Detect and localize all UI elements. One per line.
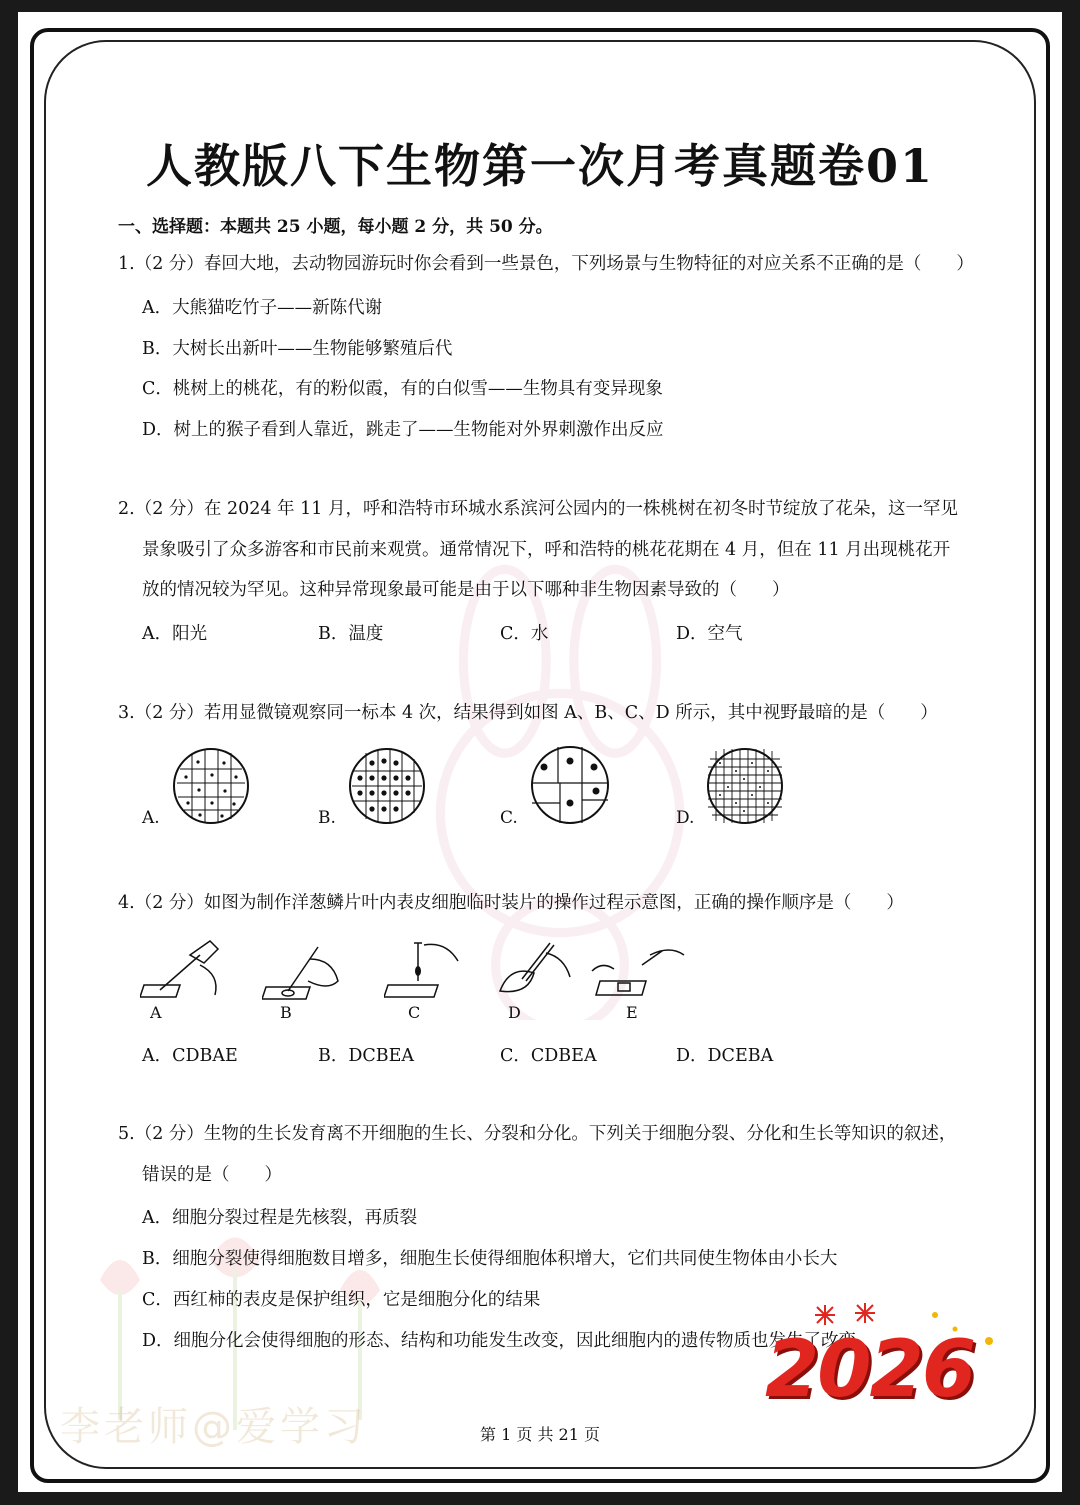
q4-option-d: D．DCEBA [676,1046,774,1066]
question-4-stem: 4.（2 分）如图为制作洋葱鳞片叶内表皮细胞临时装片的操作过程示意图，正确的操作顺序是（ ） [118,893,904,913]
microscope-view-b-icon [348,747,426,825]
q1-option-b: B．大树长出新叶——生物能够繁殖后代 [142,339,453,359]
q3-option-d-label: D. [676,808,695,828]
q1-option-d: D．树上的猴子看到人靠近，跳走了——生物能对外界刺激作出反应 [142,420,664,440]
question-2-line-3: 放的情况较为罕见。这种异常现象最可能是由于以下哪种非生物因素导致的（ ） [142,580,790,600]
q2-option-c: C．水 [500,624,549,644]
q4-option-a: A．CDBAE [142,1046,238,1066]
question-3-stem: 3.（2 分）若用显微镜观察同一标本 4 次，结果得到如图 A、B、C、D 所示，其中视野最暗的是（ ） [118,703,938,723]
q5-option-a: A．细胞分裂过程是先核裂，再质裂 [142,1208,418,1228]
q1-option-c: C．桃树上的桃花，有的粉似霞，有的白似雪——生物具有变异现象 [142,379,663,399]
microscope-view-c-icon [530,745,610,825]
q1-option-a: A．大熊猫吃竹子——新陈代谢 [142,298,383,318]
q2-option-d: D．空气 [676,624,743,644]
question-5-line-2: 错误的是（ ） [142,1165,282,1185]
q5-option-b: B．细胞分裂使得细胞数目增多，细胞生长使得细胞体积增大，它们共同使生物体由小长大 [142,1249,838,1269]
year-2026-text: 2026 [765,1325,975,1415]
q4-option-b: B．DCBEA [318,1046,415,1066]
step-e-stain-icon [590,935,690,1005]
step-a-label: A [150,1003,162,1022]
question-1-stem: 1.（2 分）春回大地，去动物园游玩时你会看到一些景色，下列场景与生物特征的对应关系不正确的是（ ） [118,254,974,274]
step-a-coverslip-icon [140,935,230,1005]
q3-option-a-label: A. [142,808,160,828]
step-d-tweezers-icon [494,935,584,1005]
microscope-view-a-icon [172,747,250,825]
section-heading: 一、选择题：本题共 25 小题，每小题 2 分，共 50 分。 [118,217,553,237]
step-c-dropper-icon [384,935,474,1005]
watermark-text: 李老师@爱学习 [60,1404,368,1450]
step-c-label: C [408,1003,421,1022]
step-b-label: B [280,1003,292,1022]
q4-option-c: C．CDBEA [500,1046,597,1066]
step-e-label: E [626,1003,638,1022]
q2-option-a: A．阳光 [142,624,208,644]
question-2-line-1: 2.（2 分）在 2024 年 11 月，呼和浩特市环城水系滨河公园内的一株桃树在初冬时节绽放了花朵，这一罕见 [118,499,958,519]
q3-option-c-label: C. [500,808,518,828]
page-footer: 第 1 页 共 21 页 [480,1425,600,1444]
question-5-line-1: 5.（2 分）生物的生长发育离不开细胞的生长、分裂和分化。下列关于细胞分裂、分化和生长等知识的叙述， [118,1124,957,1144]
q2-option-b: B．温度 [318,624,384,644]
question-2-line-2: 景象吸引了众多游客和市民前来观赏。通常情况下，呼和浩特的桃花花期在 4 月，但在 11 月出现桃花开 [142,540,951,560]
step-b-needle-icon [262,935,352,1005]
page-title: 人教版八下生物第一次月考真题卷01 [145,139,934,193]
q5-option-c: C．西红柿的表皮是保护组织，它是细胞分化的结果 [142,1290,541,1310]
year-2026-sticker [755,1295,1035,1435]
step-d-label: D [508,1003,521,1022]
q3-option-b-label: B. [318,808,336,828]
microscope-view-d-icon [706,747,784,825]
q5-option-d: D．细胞分化会使得细胞的形态、结构和功能发生改变，因此细胞内的遗传物质也发生了改变 [142,1331,857,1351]
